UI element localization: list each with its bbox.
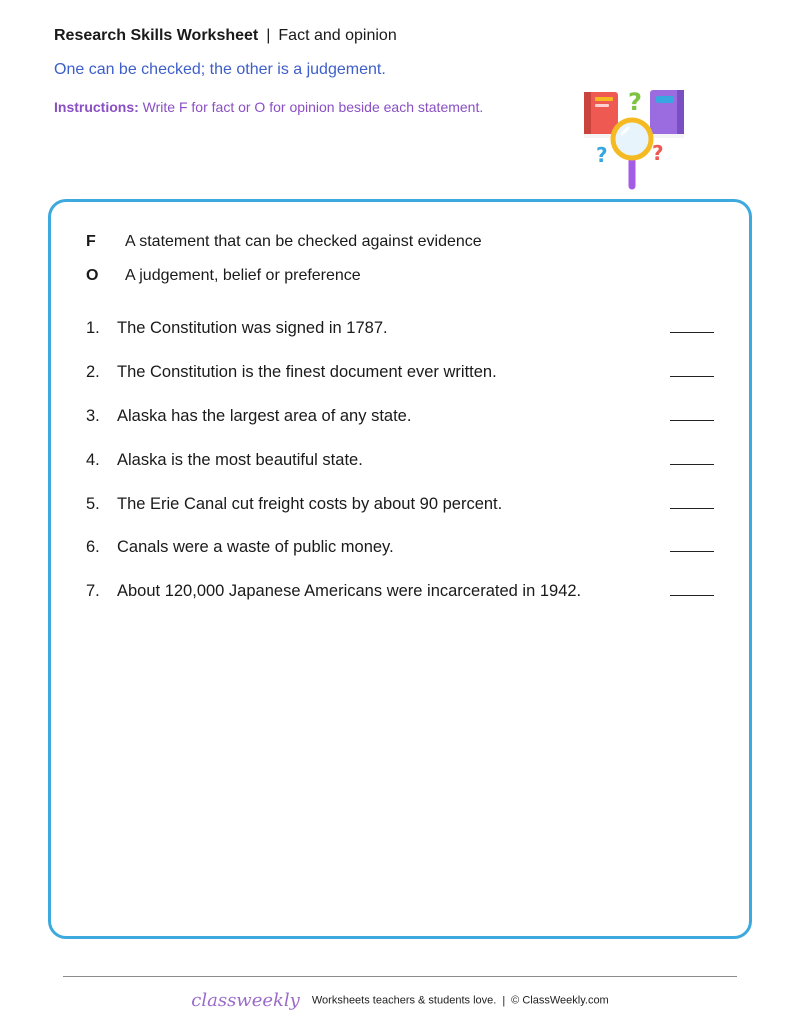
header-separator: | [266, 27, 271, 44]
footer-separator: | [502, 994, 506, 1007]
question-number: 6. [86, 538, 100, 556]
footer-tagline: Worksheets teachers & students love. [311, 994, 497, 1007]
question-number: 5. [86, 495, 100, 513]
worksheet-header [54, 27, 397, 45]
question-row [86, 363, 714, 387]
key-row-fact [86, 233, 482, 251]
question-number: 7. [86, 582, 100, 600]
question-row [86, 319, 714, 343]
question-text: Alaska is the most beautiful state. [117, 451, 363, 469]
question-number: 4. [86, 451, 100, 469]
answer-blank[interactable] [670, 332, 714, 333]
question-text: Alaska has the largest area of any state. [117, 407, 412, 425]
footer [0, 990, 800, 1011]
research-books-magnifier-icon [578, 84, 690, 190]
question-text: The Erie Canal cut freight costs by about 90 percent. [117, 495, 503, 513]
footer-divider [63, 976, 737, 977]
answer-blank[interactable] [670, 420, 714, 421]
key-letter: F [86, 233, 96, 250]
question-text: Canals were a waste of public money. [117, 538, 394, 556]
answer-blank[interactable] [670, 595, 714, 596]
worksheet-card [48, 199, 752, 939]
question-text: About 120,000 Japanese Americans were incarcerated in 1942. [117, 582, 582, 600]
subtitle: One can be checked; the other is a judgement. [54, 61, 386, 78]
footer-copyright: © ClassWeekly.com [511, 994, 609, 1007]
question-number: 3. [86, 407, 100, 425]
svg-text:?: ? [652, 141, 664, 165]
svg-text:?: ? [596, 143, 608, 167]
question-row [86, 451, 714, 475]
question-text: The Constitution is the finest document ever written. [117, 363, 497, 381]
worksheet-title: Research Skills Worksheet [54, 27, 259, 44]
svg-text:?: ? [628, 88, 642, 116]
brand-logo: classweekly [191, 990, 300, 1011]
answer-blank[interactable] [670, 464, 714, 465]
question-number: 1. [86, 319, 100, 337]
key-letter: O [86, 267, 99, 284]
answer-blank[interactable] [670, 551, 714, 552]
answer-blank[interactable] [670, 508, 714, 509]
instructions-text: Write F for fact or O for opinion beside each statement. [142, 99, 484, 115]
key-meaning: A judgement, belief or preference [125, 267, 361, 284]
key-row-opinion [86, 267, 361, 285]
question-text: The Constitution was signed in 1787. [117, 319, 388, 337]
question-row [86, 407, 714, 431]
key-meaning: A statement that can be checked against evidence [125, 233, 482, 250]
question-row [86, 582, 714, 606]
worksheet-topic: Fact and opinion [278, 27, 397, 44]
instructions [54, 99, 483, 115]
question-row [86, 495, 714, 519]
question-row [86, 538, 714, 562]
question-number: 2. [86, 363, 100, 381]
instructions-label: Instructions: [54, 99, 139, 115]
answer-blank[interactable] [670, 376, 714, 377]
